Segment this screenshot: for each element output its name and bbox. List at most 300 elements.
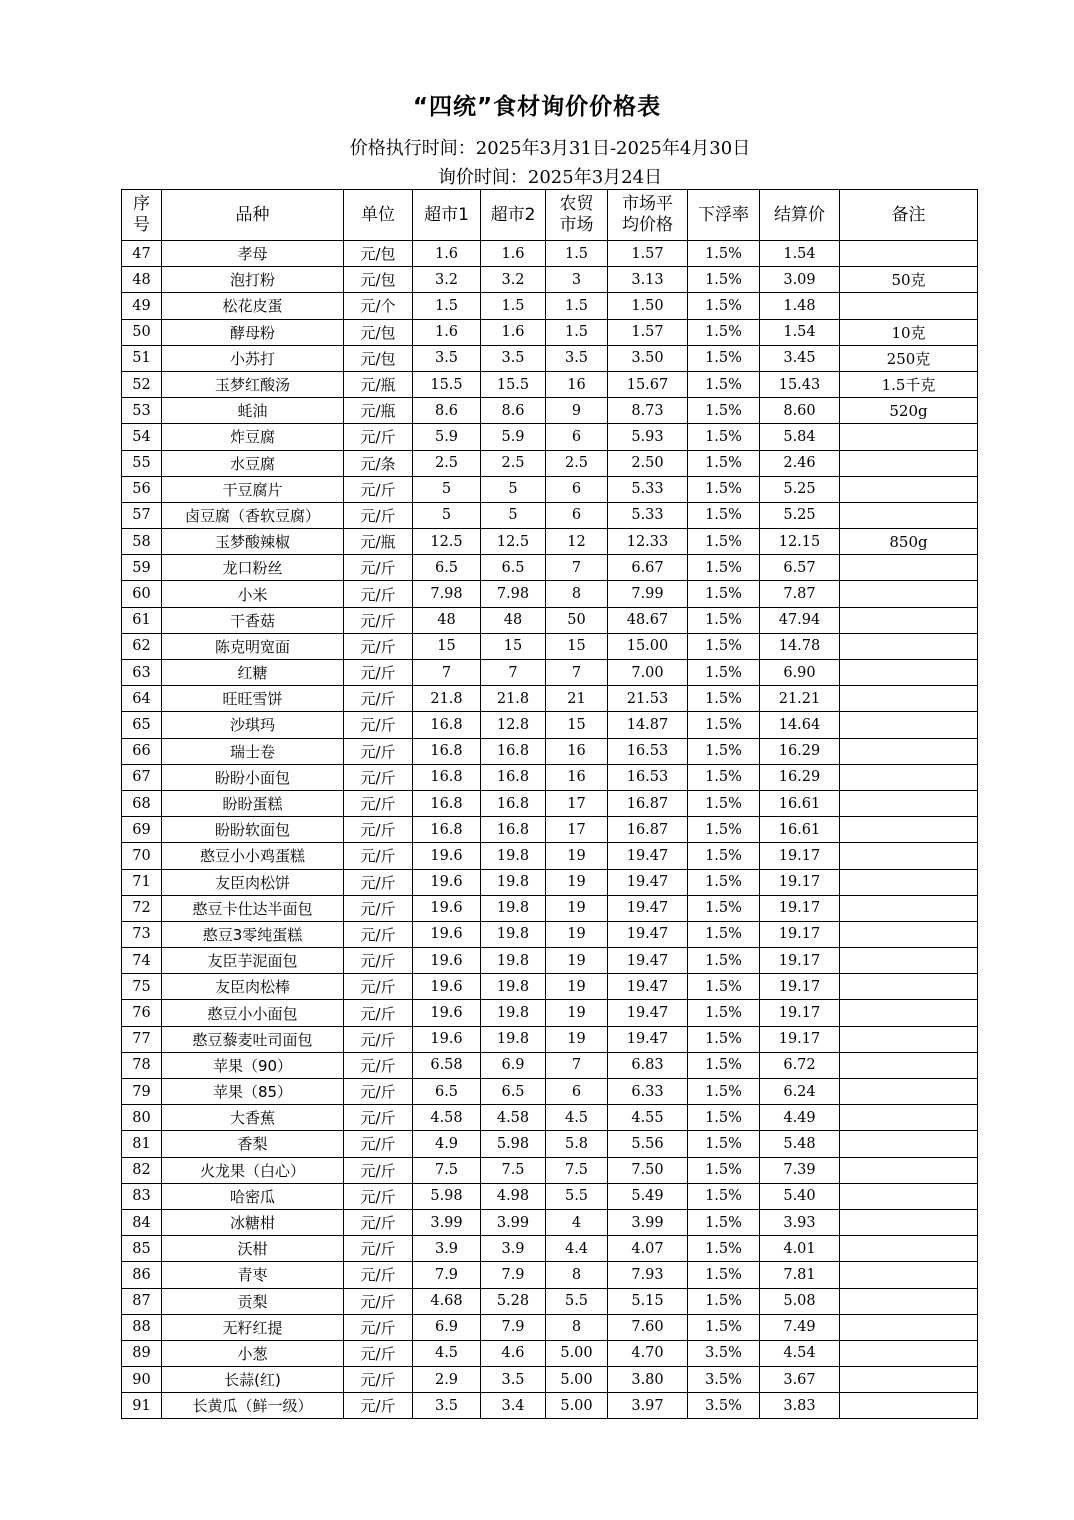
market-average-price: 5.15: [608, 1288, 688, 1314]
row-seq: 73: [122, 921, 162, 947]
table-row: [122, 843, 978, 869]
discount-rate: 1.5%: [688, 738, 760, 764]
market-average-price: 5.49: [608, 1183, 688, 1209]
discount-rate: 1.5%: [688, 293, 760, 319]
header-farmers-market: 农贸市场: [546, 190, 608, 241]
unit: 元/斤: [344, 712, 413, 738]
discount-rate: 1.5%: [688, 843, 760, 869]
unit: 元/包: [344, 319, 413, 345]
farmers-market-price: 1.5: [546, 241, 608, 267]
unit: 元/斤: [344, 738, 413, 764]
farmers-market-price: 1.5: [546, 319, 608, 345]
farmers-market-price: 5.00: [546, 1393, 608, 1419]
discount-rate: 1.5%: [688, 398, 760, 424]
table-row: [122, 398, 978, 424]
settlement-price: 14.64: [760, 712, 840, 738]
settlement-price: 16.61: [760, 790, 840, 816]
row-seq: 49: [122, 293, 162, 319]
farmers-market-price: 5.00: [546, 1340, 608, 1366]
farmers-market-price: 15: [546, 712, 608, 738]
row-seq: 52: [122, 371, 162, 397]
discount-rate: 1.5%: [688, 1236, 760, 1262]
supermarket-2-price: 1.5: [481, 293, 546, 319]
settlement-price: 5.08: [760, 1288, 840, 1314]
remarks: 850g: [840, 529, 978, 555]
row-seq: 65: [122, 712, 162, 738]
table-row: [122, 1367, 978, 1393]
remarks: [840, 764, 978, 790]
supermarket-2-price: 6.5: [481, 555, 546, 581]
settlement-price: 19.17: [760, 1000, 840, 1026]
unit: 元/条: [344, 450, 413, 476]
item-name: 大香蕉: [162, 1105, 344, 1131]
market-average-price: 19.47: [608, 974, 688, 1000]
supermarket-1-price: 3.5: [413, 1393, 481, 1419]
discount-rate: 1.5%: [688, 869, 760, 895]
table-row: [122, 895, 978, 921]
supermarket-2-price: 5.98: [481, 1131, 546, 1157]
market-average-price: 16.87: [608, 790, 688, 816]
remarks: [840, 869, 978, 895]
supermarket-1-price: 5: [413, 502, 481, 528]
item-name: 火龙果（白心）: [162, 1157, 344, 1183]
header-remarks: 备注: [840, 190, 978, 241]
unit: 元/斤: [344, 1340, 413, 1366]
item-name: 憨豆藜麦吐司面包: [162, 1026, 344, 1052]
supermarket-1-price: 16.8: [413, 790, 481, 816]
table-row: [122, 1183, 978, 1209]
table-row: [122, 371, 978, 397]
row-seq: 59: [122, 555, 162, 581]
item-name: 陈克明宽面: [162, 633, 344, 659]
item-name: 小苏打: [162, 345, 344, 371]
remarks: [840, 1262, 978, 1288]
table-row: [122, 712, 978, 738]
unit: 元/包: [344, 267, 413, 293]
discount-rate: 1.5%: [688, 241, 760, 267]
supermarket-1-price: 19.6: [413, 1026, 481, 1052]
discount-rate: 1.5%: [688, 712, 760, 738]
farmers-market-price: 16: [546, 371, 608, 397]
header-item: 品种: [162, 190, 344, 241]
unit: 元/斤: [344, 476, 413, 502]
discount-rate: 1.5%: [688, 764, 760, 790]
remarks: [840, 1079, 978, 1105]
farmers-market-price: 19: [546, 974, 608, 1000]
unit: 元/包: [344, 345, 413, 371]
table-row: [122, 1079, 978, 1105]
settlement-price: 19.17: [760, 921, 840, 947]
supermarket-1-price: 1.6: [413, 319, 481, 345]
table-row: [122, 1288, 978, 1314]
remarks: [840, 607, 978, 633]
supermarket-1-price: 16.8: [413, 817, 481, 843]
settlement-price: 19.17: [760, 948, 840, 974]
supermarket-2-price: 5: [481, 476, 546, 502]
farmers-market-price: 6: [546, 1079, 608, 1105]
item-name: 蚝油: [162, 398, 344, 424]
table-row: [122, 948, 978, 974]
remarks: [840, 843, 978, 869]
item-name: 玉梦酸辣椒: [162, 529, 344, 555]
supermarket-1-price: 19.6: [413, 869, 481, 895]
supermarket-2-price: 5: [481, 502, 546, 528]
remarks: [840, 817, 978, 843]
remarks: [840, 1209, 978, 1235]
discount-rate: 1.5%: [688, 502, 760, 528]
farmers-market-price: 6: [546, 476, 608, 502]
market-average-price: 5.33: [608, 502, 688, 528]
supermarket-1-price: 3.5: [413, 345, 481, 371]
item-name: 盼盼小面包: [162, 764, 344, 790]
remarks: [840, 790, 978, 816]
table-row: [122, 1000, 978, 1026]
settlement-price: 3.45: [760, 345, 840, 371]
row-seq: 54: [122, 424, 162, 450]
supermarket-1-price: 3.2: [413, 267, 481, 293]
settlement-price: 4.01: [760, 1236, 840, 1262]
unit: 元/瓶: [344, 371, 413, 397]
farmers-market-price: 50: [546, 607, 608, 633]
discount-rate: 1.5%: [688, 633, 760, 659]
remarks: [840, 660, 978, 686]
unit: 元/斤: [344, 790, 413, 816]
farmers-market-price: 1.5: [546, 293, 608, 319]
market-average-price: 1.57: [608, 319, 688, 345]
table-row: [122, 1157, 978, 1183]
farmers-market-price: 4: [546, 1209, 608, 1235]
remarks: [840, 712, 978, 738]
market-average-price: 19.47: [608, 948, 688, 974]
market-average-price: 4.07: [608, 1236, 688, 1262]
settlement-price: 5.48: [760, 1131, 840, 1157]
remarks: [840, 1236, 978, 1262]
row-seq: 78: [122, 1052, 162, 1078]
discount-rate: 1.5%: [688, 1079, 760, 1105]
discount-rate: 1.5%: [688, 476, 760, 502]
discount-rate: 1.5%: [688, 1209, 760, 1235]
supermarket-1-price: 5.98: [413, 1183, 481, 1209]
item-name: 龙口粉丝: [162, 555, 344, 581]
remarks: 50克: [840, 267, 978, 293]
unit: 元/斤: [344, 1157, 413, 1183]
farmers-market-price: 21: [546, 686, 608, 712]
supermarket-2-price: 19.8: [481, 921, 546, 947]
farmers-market-price: 15: [546, 633, 608, 659]
supermarket-2-price: 5.28: [481, 1288, 546, 1314]
row-seq: 67: [122, 764, 162, 790]
market-average-price: 7.00: [608, 660, 688, 686]
supermarket-2-price: 6.5: [481, 1079, 546, 1105]
table-row: [122, 1026, 978, 1052]
supermarket-2-price: 8.6: [481, 398, 546, 424]
remarks: [840, 686, 978, 712]
discount-rate: 1.5%: [688, 1052, 760, 1078]
unit: 元/斤: [344, 895, 413, 921]
farmers-market-price: 8: [546, 1262, 608, 1288]
supermarket-1-price: 21.8: [413, 686, 481, 712]
item-name: 憨豆卡仕达半面包: [162, 895, 344, 921]
supermarket-1-price: 6.5: [413, 1079, 481, 1105]
row-seq: 56: [122, 476, 162, 502]
settlement-price: 7.49: [760, 1314, 840, 1340]
row-seq: 74: [122, 948, 162, 974]
supermarket-1-price: 4.9: [413, 1131, 481, 1157]
item-name: 泡打粉: [162, 267, 344, 293]
remarks: [840, 1183, 978, 1209]
table-row: [122, 241, 978, 267]
farmers-market-price: 2.5: [546, 450, 608, 476]
supermarket-1-price: 7.98: [413, 581, 481, 607]
table-row: [122, 424, 978, 450]
discount-rate: 1.5%: [688, 319, 760, 345]
remarks: [840, 1367, 978, 1393]
unit: 元/斤: [344, 1131, 413, 1157]
settlement-price: 5.25: [760, 476, 840, 502]
table-row: [122, 450, 978, 476]
row-seq: 84: [122, 1209, 162, 1235]
settlement-price: 4.49: [760, 1105, 840, 1131]
table-row: [122, 555, 978, 581]
unit: 元/斤: [344, 869, 413, 895]
header-supermarket-1: 超市1: [413, 190, 481, 241]
settlement-price: 5.25: [760, 502, 840, 528]
market-average-price: 15.67: [608, 371, 688, 397]
table-row: [122, 1131, 978, 1157]
header-seq: 序号: [122, 190, 162, 241]
row-seq: 48: [122, 267, 162, 293]
remarks: [840, 738, 978, 764]
unit: 元/斤: [344, 686, 413, 712]
supermarket-1-price: 19.6: [413, 895, 481, 921]
market-average-price: 6.83: [608, 1052, 688, 1078]
farmers-market-price: 7: [546, 1052, 608, 1078]
settlement-price: 7.39: [760, 1157, 840, 1183]
supermarket-2-price: 3.2: [481, 267, 546, 293]
settlement-price: 1.54: [760, 319, 840, 345]
supermarket-1-price: 16.8: [413, 712, 481, 738]
item-name: 苹果（85）: [162, 1079, 344, 1105]
remarks: [840, 1393, 978, 1419]
supermarket-2-price: 19.8: [481, 974, 546, 1000]
remarks: [840, 1131, 978, 1157]
settlement-price: 16.61: [760, 817, 840, 843]
table-row: [122, 869, 978, 895]
supermarket-2-price: 19.8: [481, 948, 546, 974]
unit: 元/斤: [344, 974, 413, 1000]
supermarket-2-price: 19.8: [481, 1026, 546, 1052]
supermarket-1-price: 19.6: [413, 843, 481, 869]
price-period: 价格执行时间：2025年3月31日-2025年4月30日: [349, 138, 751, 159]
settlement-price: 3.93: [760, 1209, 840, 1235]
item-name: 炸豆腐: [162, 424, 344, 450]
farmers-market-price: 5.5: [546, 1183, 608, 1209]
item-name: 玉梦红酸汤: [162, 371, 344, 397]
item-name: 哈密瓜: [162, 1183, 344, 1209]
discount-rate: 1.5%: [688, 424, 760, 450]
supermarket-1-price: 2.9: [413, 1367, 481, 1393]
supermarket-2-price: 7.98: [481, 581, 546, 607]
header-unit: 单位: [344, 190, 413, 241]
unit: 元/斤: [344, 843, 413, 869]
discount-rate: 1.5%: [688, 921, 760, 947]
supermarket-2-price: 7.9: [481, 1314, 546, 1340]
farmers-market-price: 5.5: [546, 1288, 608, 1314]
item-name: 香梨: [162, 1131, 344, 1157]
farmers-market-price: 17: [546, 817, 608, 843]
item-name: 沙琪玛: [162, 712, 344, 738]
row-seq: 60: [122, 581, 162, 607]
price-table: [121, 189, 978, 1419]
remarks: [840, 502, 978, 528]
unit: 元/斤: [344, 660, 413, 686]
market-average-price: 6.33: [608, 1079, 688, 1105]
unit: 元/包: [344, 241, 413, 267]
row-seq: 85: [122, 1236, 162, 1262]
item-name: 干香菇: [162, 607, 344, 633]
settlement-price: 7.81: [760, 1262, 840, 1288]
market-average-price: 16.87: [608, 817, 688, 843]
farmers-market-price: 19: [546, 895, 608, 921]
supermarket-1-price: 7.5: [413, 1157, 481, 1183]
market-average-price: 7.60: [608, 1314, 688, 1340]
row-seq: 53: [122, 398, 162, 424]
supermarket-1-price: 6.58: [413, 1052, 481, 1078]
row-seq: 91: [122, 1393, 162, 1419]
market-average-price: 3.80: [608, 1367, 688, 1393]
supermarket-2-price: 15.5: [481, 371, 546, 397]
unit: 元/斤: [344, 1262, 413, 1288]
market-average-price: 1.50: [608, 293, 688, 319]
header-settlement-price: 结算价: [760, 190, 840, 241]
supermarket-1-price: 6.9: [413, 1314, 481, 1340]
unit: 元/斤: [344, 581, 413, 607]
settlement-price: 3.83: [760, 1393, 840, 1419]
supermarket-2-price: 16.8: [481, 738, 546, 764]
row-seq: 63: [122, 660, 162, 686]
supermarket-1-price: 19.6: [413, 921, 481, 947]
remarks: [840, 633, 978, 659]
market-average-price: 19.47: [608, 1000, 688, 1026]
farmers-market-price: 6: [546, 502, 608, 528]
supermarket-2-price: 2.5: [481, 450, 546, 476]
row-seq: 89: [122, 1340, 162, 1366]
supermarket-2-price: 3.99: [481, 1209, 546, 1235]
table-row: [122, 921, 978, 947]
item-name: 水豆腐: [162, 450, 344, 476]
supermarket-2-price: 15: [481, 633, 546, 659]
settlement-price: 7.87: [760, 581, 840, 607]
farmers-market-price: 4.4: [546, 1236, 608, 1262]
settlement-price: 4.54: [760, 1340, 840, 1366]
table-row: [122, 1209, 978, 1235]
market-average-price: 19.47: [608, 843, 688, 869]
settlement-price: 6.90: [760, 660, 840, 686]
settlement-price: 8.60: [760, 398, 840, 424]
unit: 元/瓶: [344, 398, 413, 424]
remarks: [840, 921, 978, 947]
supermarket-1-price: 7: [413, 660, 481, 686]
supermarket-2-price: 19.8: [481, 869, 546, 895]
item-name: 憨豆小小面包: [162, 1000, 344, 1026]
table-row: [122, 660, 978, 686]
unit: 元/斤: [344, 948, 413, 974]
remarks: [840, 476, 978, 502]
item-name: 苹果（90）: [162, 1052, 344, 1078]
farmers-market-price: 12: [546, 529, 608, 555]
row-seq: 83: [122, 1183, 162, 1209]
table-row: [122, 738, 978, 764]
supermarket-2-price: 3.9: [481, 1236, 546, 1262]
table-row: [122, 319, 978, 345]
discount-rate: 1.5%: [688, 529, 760, 555]
unit: 元/斤: [344, 764, 413, 790]
unit: 元/斤: [344, 555, 413, 581]
unit: 元/斤: [344, 1026, 413, 1052]
farmers-market-price: 7.5: [546, 1157, 608, 1183]
supermarket-2-price: 4.6: [481, 1340, 546, 1366]
remarks: [840, 1340, 978, 1366]
supermarket-1-price: 19.6: [413, 1000, 481, 1026]
market-average-price: 7.99: [608, 581, 688, 607]
header-discount-rate: 下浮率: [688, 190, 760, 241]
farmers-market-price: 5.8: [546, 1131, 608, 1157]
unit: 元/斤: [344, 1105, 413, 1131]
inquiry-date: 询价时间：2025年3月24日: [437, 167, 663, 188]
discount-rate: 1.5%: [688, 1105, 760, 1131]
discount-rate: 1.5%: [688, 686, 760, 712]
settlement-price: 12.15: [760, 529, 840, 555]
supermarket-1-price: 1.5: [413, 293, 481, 319]
remarks: [840, 450, 978, 476]
supermarket-2-price: 1.6: [481, 241, 546, 267]
settlement-price: 5.84: [760, 424, 840, 450]
discount-rate: 1.5%: [688, 345, 760, 371]
supermarket-1-price: 5.9: [413, 424, 481, 450]
settlement-price: 6.24: [760, 1079, 840, 1105]
unit: 元/斤: [344, 1393, 413, 1419]
unit: 元/斤: [344, 1000, 413, 1026]
table-row: [122, 345, 978, 371]
row-seq: 57: [122, 502, 162, 528]
farmers-market-price: 8: [546, 581, 608, 607]
item-name: 卤豆腐（香软豆腐）: [162, 502, 344, 528]
market-average-price: 3.50: [608, 345, 688, 371]
row-seq: 90: [122, 1367, 162, 1393]
discount-rate: 1.5%: [688, 607, 760, 633]
remarks: [840, 948, 978, 974]
farmers-market-price: 3.5: [546, 345, 608, 371]
supermarket-2-price: 3.5: [481, 1367, 546, 1393]
item-name: 友臣肉松饼: [162, 869, 344, 895]
supermarket-2-price: 7: [481, 660, 546, 686]
farmers-market-price: 19: [546, 1026, 608, 1052]
supermarket-2-price: 19.8: [481, 1000, 546, 1026]
discount-rate: 1.5%: [688, 1026, 760, 1052]
item-name: 小米: [162, 581, 344, 607]
header-row: [122, 190, 978, 241]
unit: 元/斤: [344, 1209, 413, 1235]
supermarket-1-price: 15: [413, 633, 481, 659]
item-name: 松花皮蛋: [162, 293, 344, 319]
item-name: 憨豆3零纯蛋糕: [162, 921, 344, 947]
item-name: 瑞士卷: [162, 738, 344, 764]
farmers-market-price: 3: [546, 267, 608, 293]
supermarket-2-price: 21.8: [481, 686, 546, 712]
supermarket-2-price: 3.5: [481, 345, 546, 371]
farmers-market-price: 8: [546, 1314, 608, 1340]
page-title: “四统”食材询价价格表: [412, 94, 662, 120]
